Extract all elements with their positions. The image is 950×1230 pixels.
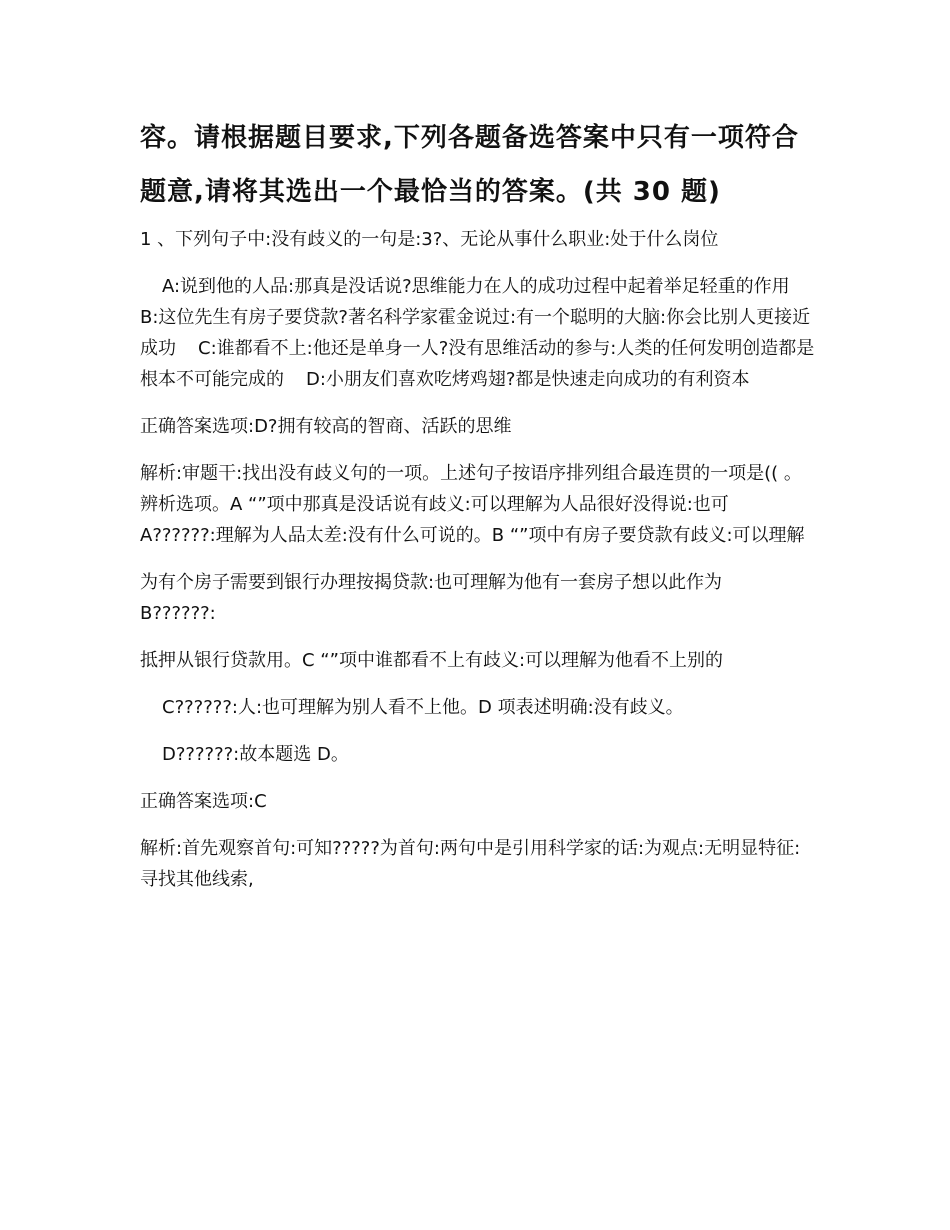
analysis-text: 解析:审题干:找出没有歧义句的一项。上述句子按语序排列组合最连贯的一项是(( 。辨析选项。A “”项中那真是没话说有歧义:可以理解为人品很好没得说:也可 xyxy=(140,463,802,515)
option-d: D:小朋友们喜欢吃烤鸡翅?都是快速走向成功的有利资本 xyxy=(306,369,750,390)
option-a: A:说到他的人品:那真是没话说?思维能力在人的成功过程中起着举足轻重的作用 xyxy=(162,276,790,297)
question-stem: 1 、下列句子中:没有歧义的一句是:3?、无论从事什么职业:处于什么岗位 xyxy=(140,229,719,250)
analysis-text: 为有个房子需要到银行办理按揭贷款:也可理解为他有一套房子想以此作为 xyxy=(140,572,723,593)
correct-answer: 正确答案选项:C xyxy=(140,791,267,812)
question-options xyxy=(140,271,815,395)
document-page xyxy=(140,118,815,895)
analysis-paragraph: 解析:首先观察首句:可知?????为首句:两句中是引用科学家的话:为观点:无明显特征:寻找其他线索, xyxy=(140,838,801,890)
option-c: C:谁都看不上:他还是单身一人?没有思维活动的参与:人类的任何发明创造都是根本不可能完成的 xyxy=(140,338,815,390)
analysis-paragraph: C??????:人:也可理解为别人看不上他。D 项表述明确:没有歧义。 xyxy=(162,697,684,718)
option-b: B:这位先生有房子要贷款?著名科学家霍金说过:有一个聪明的大脑:你会比别人更接近成功 xyxy=(140,307,811,359)
analysis-paragraph: D??????:故本题选 D。 xyxy=(162,744,349,765)
section-heading-continued: 题意,请将其选出一个最恰当的答案。(共 30 题) xyxy=(140,177,721,207)
analysis-paragraph xyxy=(140,567,815,629)
analysis-paragraph: 抵押从银行贷款用。C “”项中谁都看不上有歧义:可以理解为他看不上别的 xyxy=(140,650,724,671)
analysis-paragraph xyxy=(140,458,815,551)
section-heading: 容。请根据题目要求,下列各题备选答案中只有一项符合 xyxy=(140,123,799,153)
analysis-text-tail: B??????: xyxy=(140,603,216,624)
correct-answer: 正确答案选项:D?拥有较高的智商、活跃的思维 xyxy=(140,416,512,437)
analysis-text-tail: A??????:理解为人品太差:没有什么可说的。B “”项中有房子要贷款有歧义:可以理解 xyxy=(140,525,805,546)
